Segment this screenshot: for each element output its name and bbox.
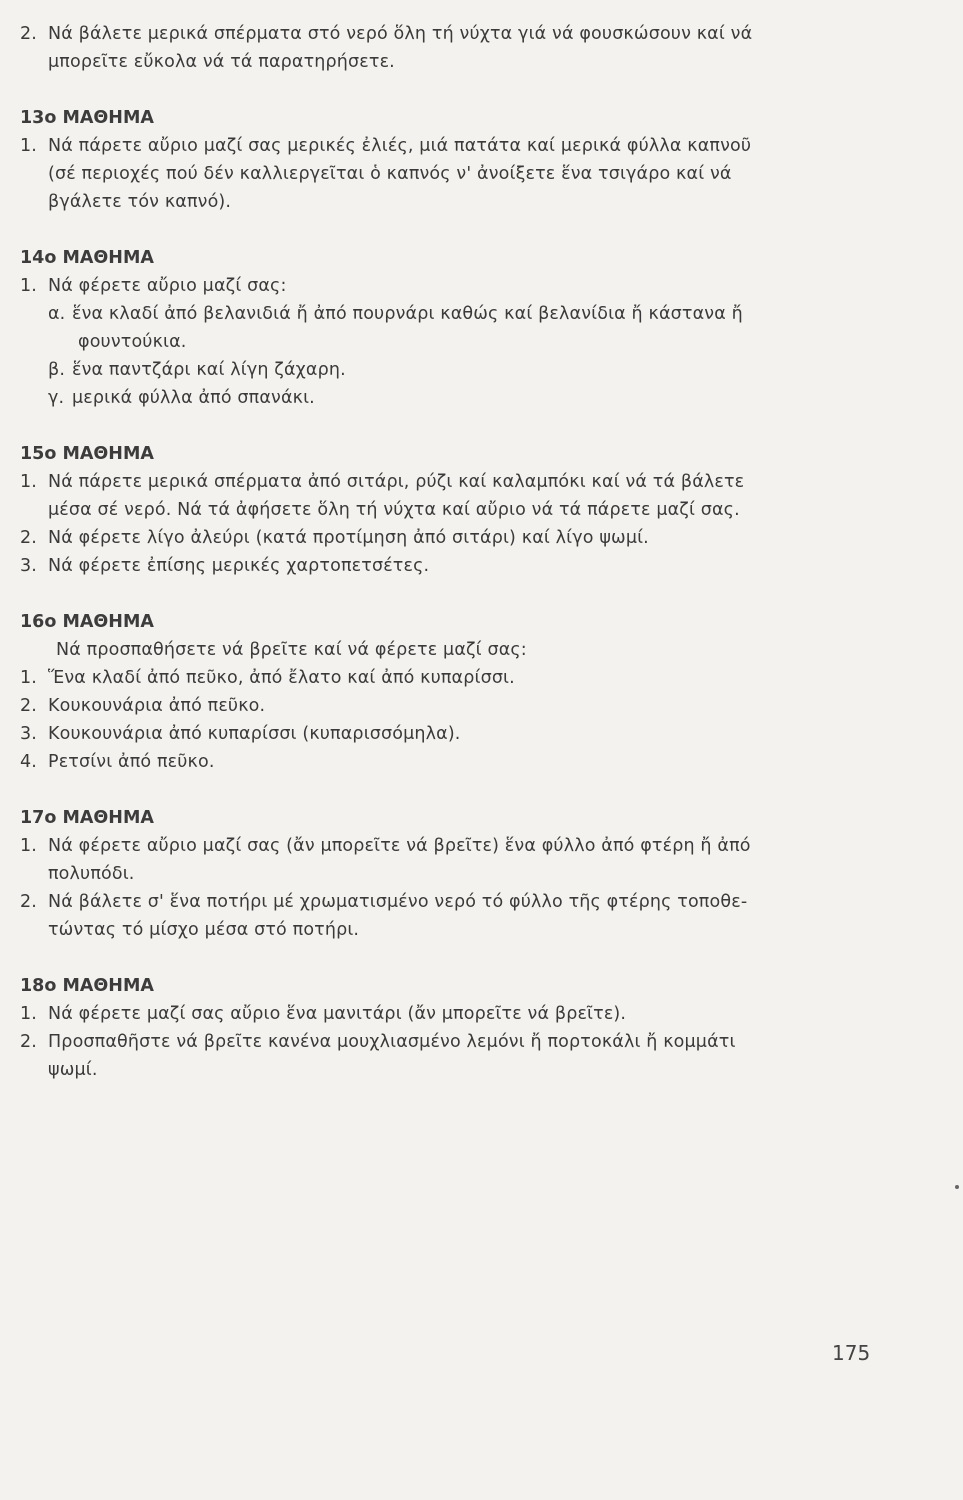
- item-number: 1.: [20, 1004, 37, 1024]
- lesson-section: [20, 20, 880, 76]
- item-number: 1.: [20, 472, 37, 492]
- item-number: 3.: [20, 724, 37, 744]
- lesson-heading: 14ο ΜΑΘΗΜΑ: [20, 248, 154, 268]
- lesson-section: [20, 972, 880, 1084]
- continuation-line: ψωμί.: [48, 1060, 98, 1080]
- item-text: Νά βάλετε σ' ἕνα ποτήρι μέ χρωματισμένο νερό τό φύλλο τῆς φτέρης τοποθε-: [48, 892, 748, 912]
- sub-item-text: μερικά φύλλα ἀπό σπανάκι.: [72, 388, 315, 408]
- item-number: 2.: [20, 528, 37, 548]
- lesson-heading: 15ο ΜΑΘΗΜΑ: [20, 444, 154, 464]
- lesson-heading: 17ο ΜΑΘΗΜΑ: [20, 808, 154, 828]
- item-text: Νά φέρετε αὔριο μαζί σας:: [48, 276, 287, 296]
- lesson-section: [20, 608, 880, 776]
- item-text: Κουκουνάρια ἀπό κυπαρίσσι (κυπαρισσόμηλα).: [48, 724, 461, 744]
- sub-item-letter: α.: [48, 304, 66, 324]
- numbered-item: [20, 832, 880, 860]
- sub-item-letter: β.: [48, 360, 66, 380]
- numbered-item: [20, 1000, 880, 1028]
- item-number: 1.: [20, 136, 37, 156]
- lesson-heading: 18ο ΜΑΘΗΜΑ: [20, 976, 154, 996]
- numbered-item: [20, 20, 880, 48]
- numbered-item: [20, 748, 880, 776]
- numbered-item: [20, 468, 880, 496]
- item-number: 4.: [20, 752, 37, 772]
- item-number: 1.: [20, 668, 37, 688]
- continuation-line: βγάλετε τόν καπνό).: [48, 192, 232, 212]
- continuation-line: μέσα σέ νερό. Νά τά ἀφήσετε ὅλη τή νύχτα καί αὔριο νά τά πάρετε μαζί σας.: [48, 500, 740, 520]
- item-number: 3.: [20, 556, 37, 576]
- item-text: Προσπαθῆστε νά βρεῖτε κανένα μουχλιασμένο λεμόνι ἤ πορτοκάλι ἤ κομμάτι: [48, 1032, 736, 1052]
- continuation-line: πολυπόδι.: [48, 864, 135, 884]
- item-text: Ἕνα κλαδί ἀπό πεῦκο, ἀπό ἔλατο καί ἀπό κυπαρίσσι.: [48, 668, 515, 688]
- item-text: Κουκουνάρια ἀπό πεῦκο.: [48, 696, 266, 716]
- numbered-item: [20, 692, 880, 720]
- sub-item: [20, 356, 880, 384]
- document-body: [20, 20, 880, 1084]
- item-text: Νά φέρετε ἐπίσης μερικές χαρτοπετσέτες.: [48, 556, 430, 576]
- item-number: 2.: [20, 24, 37, 44]
- numbered-item: [20, 1028, 880, 1056]
- sub-item: [20, 384, 880, 412]
- lesson-section: [20, 104, 880, 216]
- continuation-line: (σέ περιοχές πού δέν καλλιεργεῖται ὁ καπνός ν' ἀνοίξετε ἕνα τσιγάρο καί νά: [48, 164, 732, 184]
- item-number: 2.: [20, 696, 37, 716]
- sub-item: [20, 300, 880, 328]
- numbered-item: [20, 552, 880, 580]
- page-number: 175: [832, 1341, 871, 1365]
- item-text: Νά βάλετε μερικά σπέρματα στό νερό ὅλη τή νύχτα γιά νά φουσκώσουν καί νά: [48, 24, 753, 44]
- continuation-line: φουντούκια.: [78, 332, 187, 352]
- continuation-line: μπορεῖτε εὔκολα νά τά παρατηρήσετε.: [48, 52, 395, 72]
- sub-item-letter: γ.: [48, 388, 65, 408]
- item-text: Ρετσίνι ἀπό πεῦκο.: [48, 752, 215, 772]
- item-text: Νά φέρετε αὔριο μαζί σας (ἄν μπορεῖτε νά βρεῖτε) ἕνα φύλλο ἀπό φτέρη ἤ ἀπό: [48, 836, 751, 856]
- lesson-section: [20, 804, 880, 944]
- sub-item-text: ἕνα κλαδί ἀπό βελανιδιά ἤ ἀπό πουρνάρι καθώς καί βελανίδια ἤ κάστανα ἤ: [72, 304, 743, 324]
- scan-speck: [955, 1185, 959, 1189]
- item-text: Νά πάρετε μερικά σπέρματα ἀπό σιτάρι, ρύζι καί καλαμπόκι καί νά τά βάλετε: [48, 472, 745, 492]
- item-text: Νά φέρετε λίγο ἀλεύρι (κατά προτίμηση ἀπό σιτάρι) καί λίγο ψωμί.: [48, 528, 649, 548]
- item-number: 1.: [20, 836, 37, 856]
- item-text: Νά πάρετε αὔριο μαζί σας μερικές ἐλιές, μιά πατάτα καί μερικά φύλλα καπνοῦ: [48, 136, 752, 156]
- numbered-item: [20, 664, 880, 692]
- lesson-section: [20, 440, 880, 580]
- numbered-item: [20, 272, 880, 300]
- numbered-item: [20, 888, 880, 916]
- item-number: 2.: [20, 1032, 37, 1052]
- intro-line: Νά προσπαθήσετε νά βρεῖτε καί νά φέρετε μαζί σας:: [56, 640, 527, 660]
- lesson-section: [20, 244, 880, 412]
- sub-item-text: ἕνα παντζάρι καί λίγη ζάχαρη.: [72, 360, 346, 380]
- numbered-item: [20, 720, 880, 748]
- continuation-line: τώντας τό μίσχο μέσα στό ποτήρι.: [48, 920, 360, 940]
- lesson-heading: 16ο ΜΑΘΗΜΑ: [20, 612, 154, 632]
- item-text: Νά φέρετε μαζί σας αὔριο ἕνα μανιτάρι (ἄν μπορεῖτε νά βρεῖτε).: [48, 1004, 627, 1024]
- item-number: 1.: [20, 276, 37, 296]
- numbered-item: [20, 524, 880, 552]
- numbered-item: [20, 132, 880, 160]
- item-number: 2.: [20, 892, 37, 912]
- lesson-heading: 13ο ΜΑΘΗΜΑ: [20, 108, 154, 128]
